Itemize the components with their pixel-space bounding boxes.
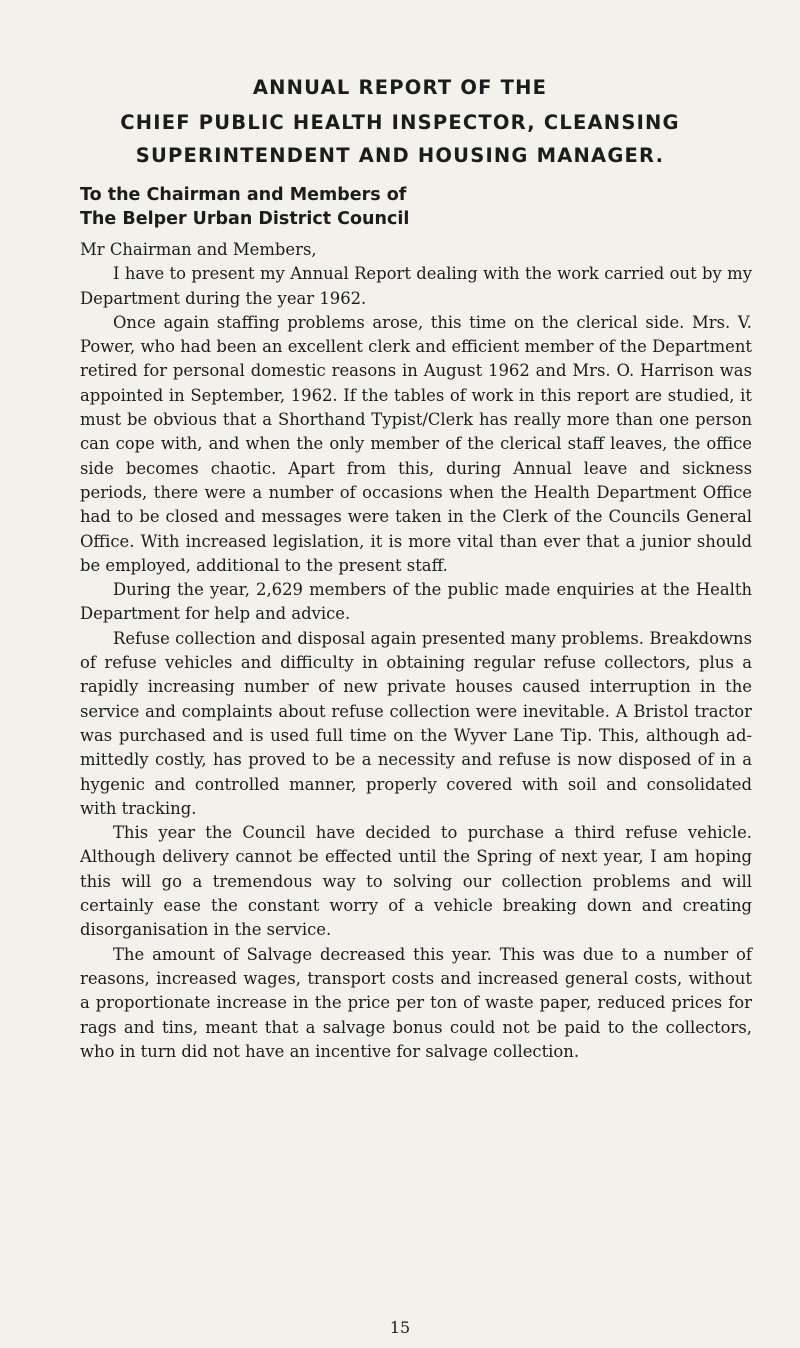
paragraph-refuse-collection: Refuse collection and disposal again presented many problems. Breakdowns of refuse vehicles and difficulty in obtaining regular refuse collectors, plus a rapidly increasing number of new private houses caused interruption in the service and complaints about refuse collection were inevitable. A Bristol tractor was purchased and is used full time on the Wyver Lane Tip. This, although admittedly costly, has proved to be a necessity and refuse is now disposed of in a hygenic and controlled manner, properly covered with soil and consolidated with tracking. [80,628,752,818]
paragraph-staffing: Once again staffing problems arose, this time on the clerical side. Mrs. V. Power, who had been an excellent clerk and efficient member of the Department retired for personal domestic reasons in August 1962 and Mrs. O. Harrison was appointed in September, 1962. If the tables of work in this report are studied, it must be obvious that a Shorthand Typist/Clerk has really more than one person can cope with, and when the only member of the clerical staff leaves, the office side becomes chaotic. Apart from this, during Annual leave and sickness periods, there were a number of occasions when the Health Department Office had to be closed and messages were taken in the Clerk of the Councils General Office. With increased legislation, it is more vital than ever that a junior should be employed, additional to the present staff. [80,312,752,575]
report-title-line-1: ANNUAL REPORT OF THE [252,76,548,99]
paragraph-enquiries: During the year, 2,629 members of the public made enquiries at the Health Department for help and advice. [80,580,752,624]
paragraph-introduction: I have to present my Annual Report dealing with the work carried out by my Department during the year 1962. [80,264,752,308]
salutation: Mr Chairman and Members, [80,240,317,259]
report-body [80,235,752,1064]
paragraph-refuse-vehicle: This year the Council have decided to purchase a third refuse vehicle. Although delivery cannot be effected until the Spring of next year, I am hoping this will go a tremendous way to solving our collection problems and will certainly ease the constant worry of a vehicle breaking down and creating disorganisation in the service. [80,823,752,940]
addressee-line-2: The Belper Urban District Council [80,209,410,229]
report-title-line-3: SUPERINTENDENT AND HOUSING MANAGER. [135,144,665,167]
addressee-line-1: To the Chairman and Members of [80,185,407,205]
paragraph-salvage: The amount of Salvage decreased this year. This was due to a number of reasons, increased wages, transport costs and increased general costs, without a proportionate increase in the price per ton of waste paper, reduced prices for rags and tins, meant that a salvage bonus could not be paid to the collectors, who in turn did not have an incentive for salvage collection. [80,944,752,1061]
page-number: 15 [389,1318,411,1337]
report-title-line-2: CHIEF PUBLIC HEALTH INSPECTOR, CLEANSING [120,111,680,134]
